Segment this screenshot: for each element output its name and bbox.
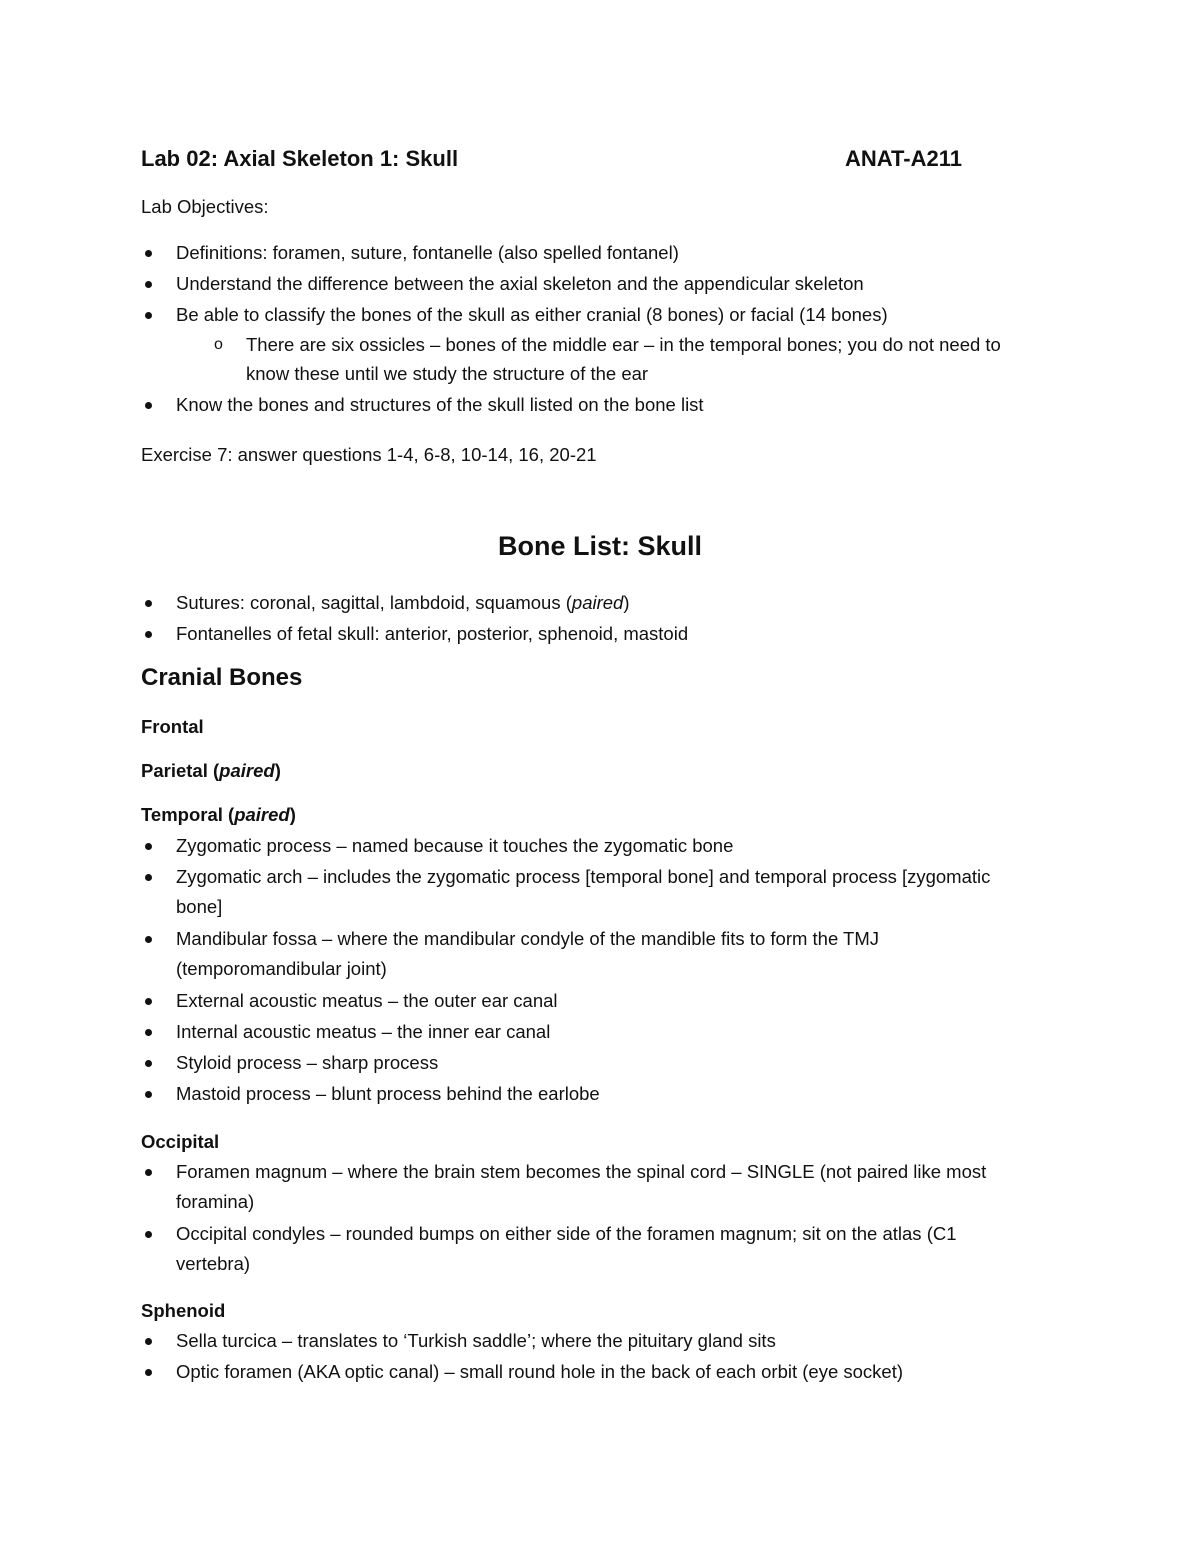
paired-label: paired	[234, 804, 290, 825]
occipital-heading: Occipital	[141, 1131, 220, 1152]
temporal-item: Internal acoustic meatus – the inner ear canal	[176, 1021, 551, 1042]
paired-label: paired	[219, 760, 275, 781]
sub-bullet-marker: o	[214, 336, 223, 353]
sphenoid-item: Sella turcica – translates to ‘Turkish saddle’; where the pituitary gland sits	[176, 1330, 776, 1351]
temporal-item: Zygomatic process – named because it touches the zygomatic bone	[176, 835, 734, 856]
bullet-icon	[145, 600, 152, 607]
temporal-label: Temporal (	[141, 804, 235, 825]
bullet-icon	[145, 1169, 152, 1176]
bullet-icon	[145, 1029, 152, 1036]
exercise-line: Exercise 7: answer questions 1-4, 6-8, 10-14, 16, 20-21	[141, 444, 597, 465]
lab-title: Lab 02: Axial Skeleton 1: Skull	[141, 146, 459, 171]
occipital-item: Occipital condyles – rounded bumps on either side of the foramen magnum; sit on the atlas (C1	[176, 1223, 957, 1244]
occipital-item-continued: vertebra)	[176, 1253, 251, 1274]
sphenoid-item: Optic foramen (AKA optic canal) – small round hole in the back of each orbit (eye socket)	[176, 1361, 904, 1382]
objective-sub-item: There are six ossicles – bones of the middle ear – in the temporal bones; you do not need to	[246, 334, 1001, 355]
sutures-text: Sutures: coronal, sagittal, lambdoid, squamous (	[176, 592, 572, 613]
bullet-icon	[145, 402, 152, 409]
sphenoid-heading: Sphenoid	[141, 1300, 226, 1321]
bullet-icon	[145, 250, 152, 257]
bullet-icon	[145, 936, 152, 943]
temporal-item: External acoustic meatus – the outer ear canal	[176, 990, 558, 1011]
temporal-item-continued: bone]	[176, 896, 223, 917]
temporal-item: Mandibular fossa – where the mandibular condyle of the mandible fits to form the TMJ	[176, 928, 880, 949]
sutures-item	[176, 587, 630, 618]
objective-item: Understand the difference between the axial skeleton and the appendicular skeleton	[176, 273, 864, 294]
objective-sub-item-continued: know these until we study the structure of the ear	[246, 363, 649, 384]
temporal-item: Styloid process – sharp process	[176, 1052, 439, 1073]
occipital-item-continued: foramina)	[176, 1191, 255, 1212]
temporal-item: Mastoid process – blunt process behind the earlobe	[176, 1083, 600, 1104]
bullet-icon	[145, 998, 152, 1005]
bullet-icon	[145, 631, 152, 638]
objective-item: Know the bones and structures of the skull listed on the bone list	[176, 394, 704, 415]
parietal-heading	[141, 760, 281, 782]
bullet-icon	[145, 1091, 152, 1098]
objective-item: Be able to classify the bones of the skull as either cranial (8 bones) or facial (14 bones)	[176, 304, 888, 325]
cranial-bones-heading: Cranial Bones	[141, 664, 303, 691]
temporal-item-continued: (temporomandibular joint)	[176, 958, 387, 979]
frontal-heading: Frontal	[141, 716, 204, 737]
bullet-icon	[145, 1060, 152, 1067]
bullet-icon	[145, 874, 152, 881]
temporal-item: Zygomatic arch – includes the zygomatic process [temporal bone] and temporal process [zygomatic	[176, 866, 991, 887]
close-paren: )	[289, 804, 296, 825]
paired-label: paired	[571, 592, 624, 613]
bullet-icon	[145, 1231, 152, 1238]
course-code: ANAT-A211	[845, 146, 962, 171]
parietal-label: Parietal (	[141, 760, 220, 781]
fontanelles-item: Fontanelles of fetal skull: anterior, posterior, sphenoid, mastoid	[176, 623, 689, 644]
occipital-item: Foramen magnum – where the brain stem becomes the spinal cord – SINGLE (not paired like most	[176, 1161, 987, 1182]
temporal-heading	[141, 804, 296, 826]
close-paren: )	[274, 760, 281, 781]
bullet-icon	[145, 1338, 152, 1345]
objective-item: Definitions: foramen, suture, fontanelle (also spelled fontanel)	[176, 242, 679, 263]
bone-list-title: Bone List: Skull	[497, 531, 703, 561]
close-paren: )	[623, 592, 630, 613]
bullet-icon	[145, 281, 152, 288]
bullet-icon	[145, 843, 152, 850]
objectives-label: Lab Objectives:	[141, 196, 269, 217]
bullet-icon	[145, 1369, 152, 1376]
bullet-icon	[145, 312, 152, 319]
